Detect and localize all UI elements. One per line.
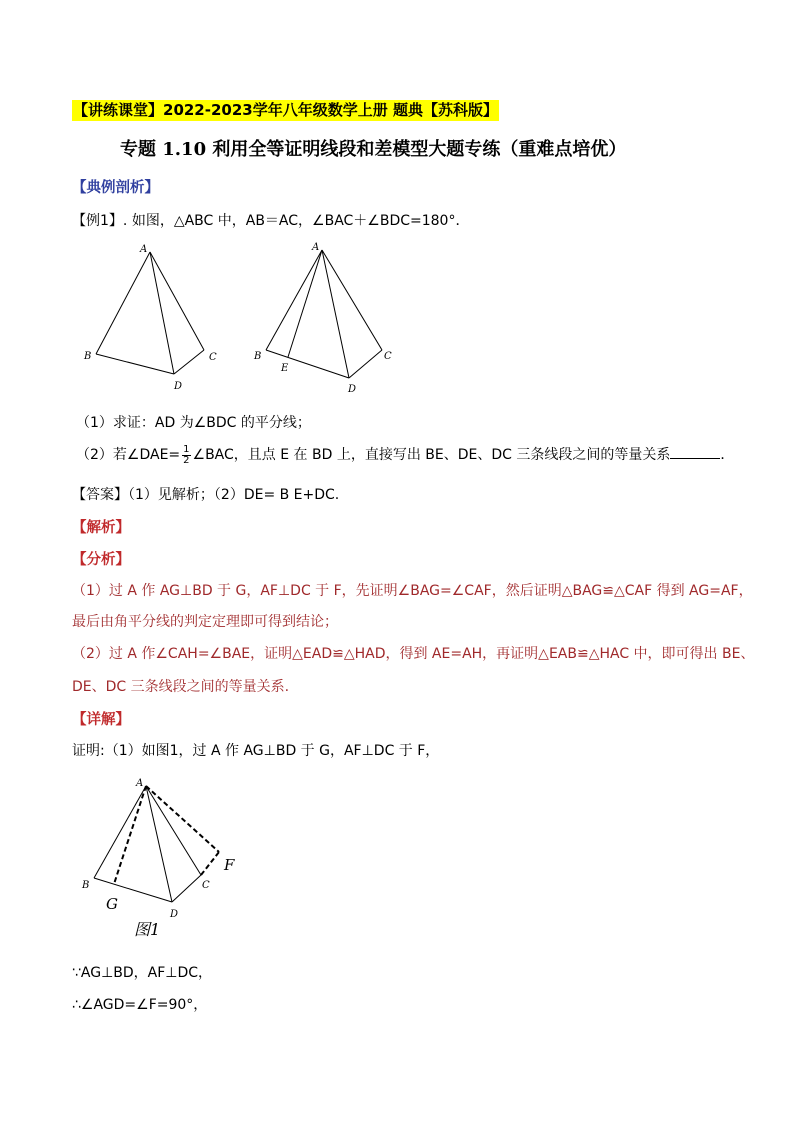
fraction-denominator: 2 [183,454,190,466]
figure-triangle-abc-d [78,238,228,396]
segment-cd [349,350,382,378]
label-d: D [174,381,183,392]
analysis-p1-line2: 最后由角平分线的判定定理即可得到结论； [72,614,338,630]
label-g: G [106,895,118,913]
section-example-heading: 【典例剖析】 [72,180,159,196]
label-c: C [202,880,210,891]
fraction-one-half [182,445,190,466]
segment-bd [266,350,349,378]
figure-caption: 图1 [134,920,161,939]
label-a: A [312,242,320,253]
question-2 [76,444,734,466]
label-e: E [281,363,289,374]
segment-ad [146,786,172,902]
perpendicular-af [146,786,219,852]
question-2-end: ． [720,447,735,463]
segment-ae [288,250,322,357]
analysis-p1-line1: （1）过 A 作 AG⊥BD 于 G，AF⊥DC 于 F，先证明∠BAG=∠CAF，然后证明△BAG≌△CAF 得到 AG=AF， [72,583,753,599]
segment-ab [266,250,322,350]
segment-ab [96,252,150,354]
label-b: B [82,880,90,891]
proof-line-1: ∵AG⊥BD，AF⊥DC， [72,965,213,981]
analysis-p2-line2: DE、DC 三条线段之间的等量关系. [72,679,290,695]
section-detail-heading: 【详解】 [72,712,130,728]
label-d: D [348,384,357,395]
label-f: F [224,856,235,874]
segment-dc [172,875,201,902]
label-c: C [209,352,217,363]
segment-cd [174,350,204,374]
extension-cf [201,852,219,875]
question-2-prefix: （2）若∠DAE= [76,447,181,463]
segment-bd [96,354,174,374]
proof-intro: 证明:（1）如图1，过 A 作 AG⊥BD 于 G，AF⊥DC 于 F， [72,743,440,759]
answer-line: 【答案】（1）见解析；（2）DE= B E+DC. [72,487,340,503]
segment-ad [322,250,349,378]
label-d: D [170,909,179,920]
label-a: A [140,244,148,255]
segment-ac [150,252,204,350]
section-fenxi-heading: 【分析】 [72,552,130,568]
example-label: 【例1】 [72,213,123,229]
figure-1-with-perpendiculars [76,772,246,944]
section-analysis-heading: 【解析】 [72,520,130,536]
figure-triangle-abc-de [250,236,400,396]
question-2-suffix: ∠BAC，且点 E 在 BD 上，直接写出 BE、DE、DC 三条线段之间的等量关系 [192,447,671,463]
segment-ac [146,786,201,875]
series-header-tag: 【讲练课堂】2022-2023学年八年级数学上册 题典【苏科版】 [73,101,498,119]
label-a: A [136,778,144,789]
segment-ac [322,250,382,350]
answer-blank [670,446,720,459]
analysis-p2-line1: （2）过 A 作∠CAH=∠BAE，证明△EAD≌△HAD，得到 AE=AH，再证明△EAB≌△HAC 中，即可得出 BE、 [72,646,755,662]
proof-line-2: ∴∠AGD=∠F=90°， [72,997,208,1013]
page-title: 专题 1.10 利用全等证明线段和差模型大题专练（重难点培优） [120,139,627,160]
fraction-numerator: 1 [183,443,190,455]
label-c: C [384,351,392,362]
example-statement-text: . 如图，△ABC 中，AB＝AC，∠BAC＋∠BDC=180°． [122,213,470,229]
label-b: B [254,351,262,362]
question-1: （1）求证：AD 为∠BDC 的平分线； [76,415,311,431]
segment-ad [150,252,174,374]
label-b: B [84,351,92,362]
example-statement [72,210,469,230]
